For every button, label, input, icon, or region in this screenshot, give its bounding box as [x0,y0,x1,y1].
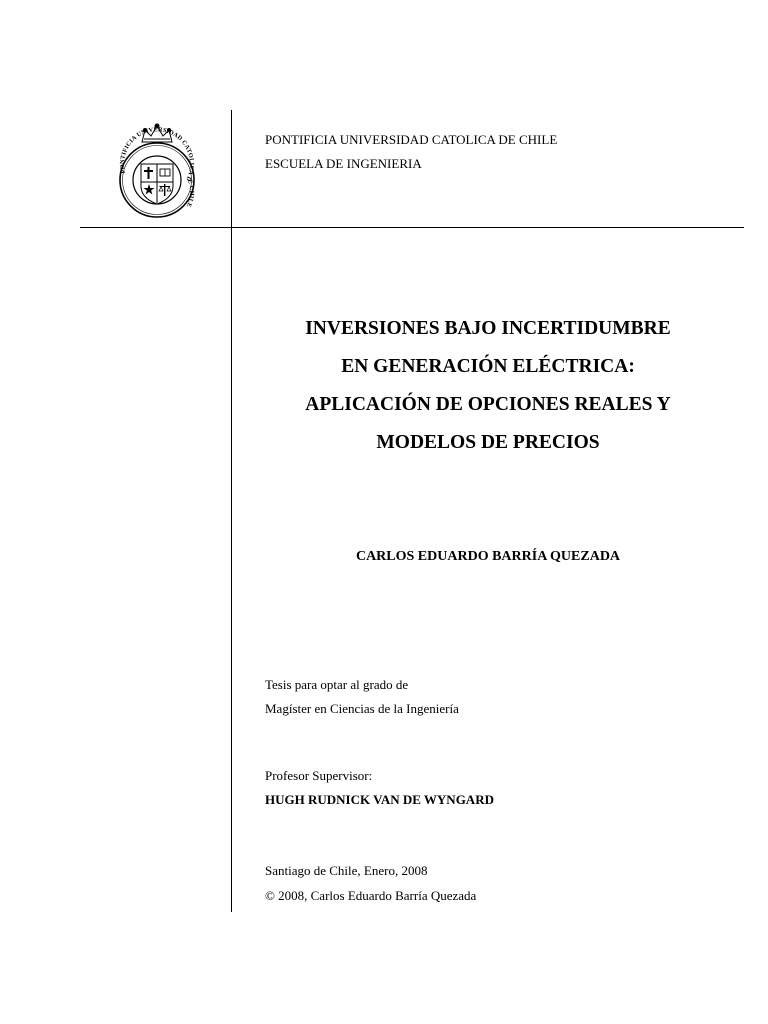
degree-line-2: Magíster en Ciencias de la Ingeniería [265,701,459,716]
svg-text:PONTIFICIA UNIVERSIDAD CATOLIC: PONTIFICIA UNIVERSIDAD CATOLICA DE CHILE [118,126,196,209]
university-seal-icon [112,120,202,220]
supervisor-name: HUGH RUDNICK VAN DE WYNGARD [265,792,494,807]
university-name: PONTIFICIA UNIVERSIDAD CATOLICA DE CHILE [265,132,558,147]
degree-line-1: Tesis para optar al grado de [265,677,409,692]
title-line-4: MODELOS DE PRECIOS [376,432,600,453]
school-name: ESCUELA DE INGENIERIA [265,156,422,171]
title-line-3: APLICACIÓN DE OPCIONES REALES Y [305,394,671,415]
title-line-2: EN GENERACIÓN ELÉCTRICA: [341,356,635,377]
place-date: Santiago de Chile, Enero, 2008 [265,863,428,878]
horizontal-rule [80,227,744,228]
thesis-title [232,310,744,462]
copyright: © 2008, Carlos Eduardo Barría Quezada [265,888,477,903]
author-name: CARLOS EDUARDO BARRÍA QUEZADA [355,549,621,564]
title-line-1: INVERSIONES BAJO INCERTIDUMBRE [305,318,671,339]
vertical-rule [231,110,232,912]
supervisor-label: Profesor Supervisor: [265,768,373,783]
